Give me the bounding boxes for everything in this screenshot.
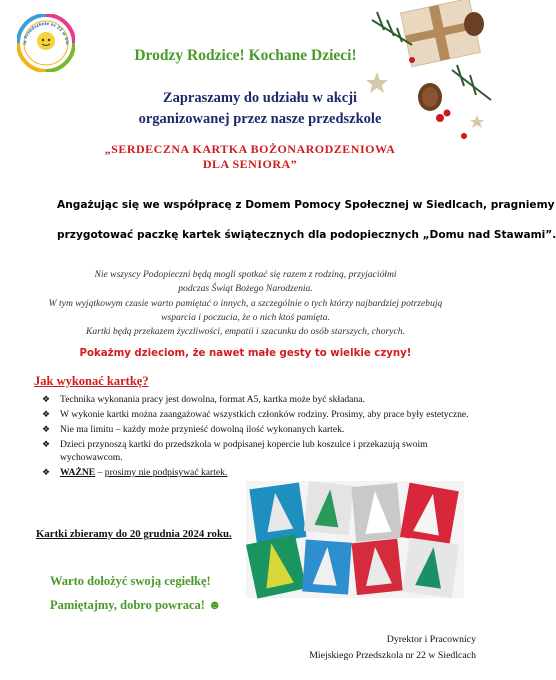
invitation-text xyxy=(60,88,460,130)
bullet-diamond-icon: ❖ xyxy=(42,408,51,419)
signature-line-2: Miejskiego Przedszkola nr 22 w Siedlcach xyxy=(309,650,476,661)
intro-line-2: przygotować paczkę kartek świątecznych dla podopiecznych „Domu nad Stawami”. xyxy=(57,229,556,241)
signature-line-1: Dyrektor i Pracownicy xyxy=(386,634,476,645)
list-item: ❖ Nie ma limitu – każdy może przynieść dowolną ilość wykonanych kartek. xyxy=(42,423,345,435)
bullet-diamond-icon: ❖ xyxy=(42,467,51,478)
invite-line-1: Zapraszamy do udziału w akcji xyxy=(162,90,358,106)
important-note: ❖ WAŻNE – prosimy nie podpisywać kartek. xyxy=(42,467,228,479)
invite-line-2: organizowanej przez nasze przedszkole xyxy=(138,111,382,127)
smiley-icon: ☻ xyxy=(208,598,222,612)
bullet-diamond-icon: ❖ xyxy=(42,394,51,404)
greeting-heading: Drodzy Rodzice! Kochane Dzieci! xyxy=(134,47,357,64)
bullet-diamond-icon: ❖ xyxy=(42,423,51,434)
list-item: ❖ Dzieci przynoszą kartki do przedszkola w podpisanej kopercie lub koszulce i przekazują swoim wychowawcom. xyxy=(42,438,428,464)
campaign-title-line-2: DLA SENIORA” xyxy=(202,157,298,171)
logo-text: ie Przedszkole nr 22 w Sie xyxy=(21,20,71,45)
gestures-slogan: Pokażmy dzieciom, że nawet małe gesty to wielkie czyny! xyxy=(79,348,412,359)
list-item: ❖ Technika wykonania pracy jest dowolna, format A5, kartka może być składana. xyxy=(42,394,365,405)
bullet-diamond-icon: ❖ xyxy=(42,438,51,449)
instructions-list xyxy=(42,393,472,481)
collection-deadline: Kartki zbieramy do 20 grudnia 2024 roku. xyxy=(36,528,232,540)
important-label: WAŻNE xyxy=(60,467,96,479)
italic-line-5: Kartki będą przekazem życzliwości, empatii i szacunku do osób starszych, chorych. xyxy=(86,326,405,338)
important-text: prosimy nie podpisywać kartek. xyxy=(104,467,228,479)
list-item: ❖ W wykonie kartki można zaangażować wszystkich członków rodziny. Prosimy, aby prace były estetyczne. xyxy=(42,408,469,420)
italic-line-1: Nie wszyscy Podopieczni będą mogli spotkać się razem z rodziną, przyjaciółmi xyxy=(94,269,397,280)
closing-line-2: Pamiętajmy, dobro powraca! ☻ xyxy=(50,598,222,612)
campaign-title-line-1: „SERDECZNA KARTKA BOŻONARODZENIOWA xyxy=(104,142,396,156)
campaign-title xyxy=(60,142,440,172)
italic-line-2: podczas Świąt Bożego Narodzenia. xyxy=(178,283,313,295)
italic-paragraph xyxy=(20,268,471,339)
italic-line-3: W tym wyjątkowym czasie warto pamiętać o innych, a szczególnie o tych którzy najbardziej potrzebują xyxy=(48,297,443,309)
closing-line-1: Warto dołożyć swoją cegiełkę! xyxy=(50,574,211,588)
signature xyxy=(300,632,476,664)
intro-line-1: Angażując się we współpracę z Domem Pomocy Społecznej w Siedlcach, pragniemy xyxy=(57,199,555,211)
italic-line-4: wsparcia i poczucia, że o nich ktoś pamięta. xyxy=(161,311,330,323)
christmas-cards-photo xyxy=(246,481,464,598)
how-to-heading: Jak wykonać kartkę? xyxy=(34,374,149,388)
